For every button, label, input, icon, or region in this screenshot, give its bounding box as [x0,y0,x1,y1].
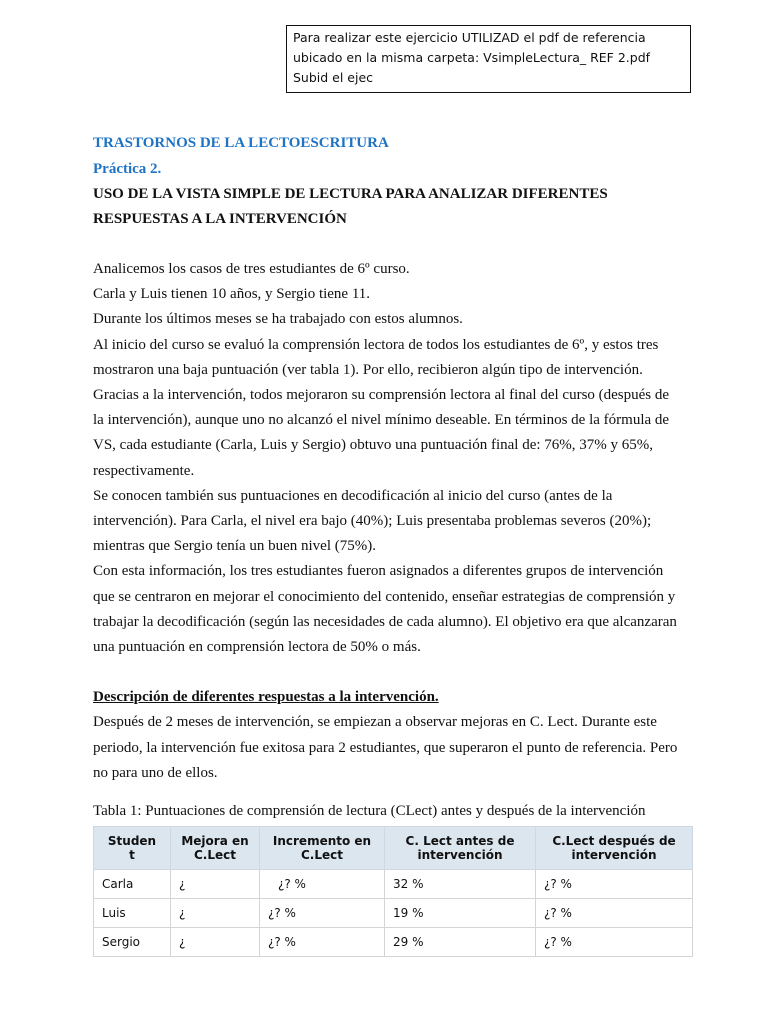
instruction-box [286,25,691,93]
body-line: mientras que Sergio tenía un buen nivel (75%). [93,538,376,555]
course-title: TRASTORNOS DE LA LECTOESCRITURA [93,135,389,151]
section-line: Después de 2 meses de intervención, se empiezan a observar mejoras en C. Lect. Durante este [93,714,657,731]
body-line: la intervención), aunque uno no alcanzó el nivel mínimo deseable. En términos de la fórmula de [93,412,670,429]
body-line: Con esta información, los tres estudiantes fueron asignados a diferentes grupos de intervención [93,563,664,580]
header-increment: Incremento en C.Lect [260,827,385,870]
table-row [94,928,693,957]
body-line: Gracias a la intervención, todos mejoraron su comprensión lectora al final del curso (después de [93,387,670,404]
table-header-row [94,827,693,870]
cell-increment: ¿? % [260,870,385,899]
body-line: VS, cada estudiante (Carla, Luis y Sergio) obtuvo una puntuación final de: 76%, 37% y 65%, [93,437,654,454]
cell-after: ¿? % [536,899,693,928]
cell-before: 19 % [385,899,536,928]
cell-student: Carla [94,870,171,899]
body-line: intervención). Para Carla, el nivel era bajo (40%); Luis presentaba problemas severos (20%); [93,513,652,530]
cell-student: Sergio [94,928,171,957]
cell-increment: ¿? % [260,899,385,928]
cell-improvement: ¿ [171,928,260,957]
instruction-line: Subid el ejec [293,70,374,85]
document-title-line-2: RESPUESTAS A LA INTERVENCIÓN [93,211,347,227]
table-caption: Tabla 1: Puntuaciones de comprensión de lectura (CLect) antes y después de la intervención [93,803,646,820]
document-body [93,130,703,957]
spacer [93,232,703,257]
spacer [93,660,703,685]
document-title-line-1: USO DE LA VISTA SIMPLE DE LECTURA PARA ANALIZAR DIFERENTES [93,186,608,202]
table-row [94,870,693,899]
cell-after: ¿? % [536,928,693,957]
header-after: C.Lect después de intervención [536,827,693,870]
body-line: una puntuación en comprensión lectora de 50% o más. [93,639,421,656]
body-line: respectivamente. [93,462,195,479]
cell-increment: ¿? % [260,928,385,957]
section-line: no para uno de ellos. [93,764,218,781]
body-line: Carla y Luis tienen 10 años, y Sergio tiene 11. [93,286,371,303]
body-line: trabajar la decodificación (según las necesidades de cada alumno). El objetivo era que alcanzaran [93,613,677,630]
practice-number: Práctica 2. [93,161,162,177]
header-student: Studen t [94,827,171,870]
body-line: Analicemos los casos de tres estudiantes de 6º curso. [93,261,410,277]
body-line: que se centraron en mejorar el conocimiento del contenido, enseñar estrategias de comprensión y [93,588,676,605]
header-before: C. Lect antes de intervención [385,827,536,870]
cell-after: ¿? % [536,870,693,899]
cell-improvement: ¿ [171,870,260,899]
body-line: Al inicio del curso se evaluó la comprensión lectora de todos los estudiantes de 6º, y estos tres [93,336,659,353]
instruction-line: Para realizar este ejercicio UTILIZAD el pdf de referencia [293,30,646,45]
section-heading: Descripción de diferentes respuestas a la intervención. [93,689,439,706]
body-line: mostraron una baja puntuación (ver tabla 1). Por ello, recibieron algún tipo de intervención. [93,361,643,378]
intro-paragraphs [93,257,703,660]
instruction-line: ubicado en la misma carpeta: VsimpleLectura_ REF 2.pdf [293,50,651,65]
scores-table [93,826,693,957]
section-line: periodo, la intervención fue exitosa para 2 estudiantes, que superaron el punto de referencia. Pero [93,739,678,756]
table-row [94,899,693,928]
body-line: Se conocen también sus puntuaciones en decodificación al inicio del curso (antes de la [93,487,613,504]
header-improvement: Mejora en C.Lect [171,827,260,870]
body-line: Durante los últimos meses se ha trabajado con estos alumnos. [93,311,463,328]
cell-before: 32 % [385,870,536,899]
cell-student: Luis [94,899,171,928]
cell-improvement: ¿ [171,899,260,928]
cell-before: 29 % [385,928,536,957]
